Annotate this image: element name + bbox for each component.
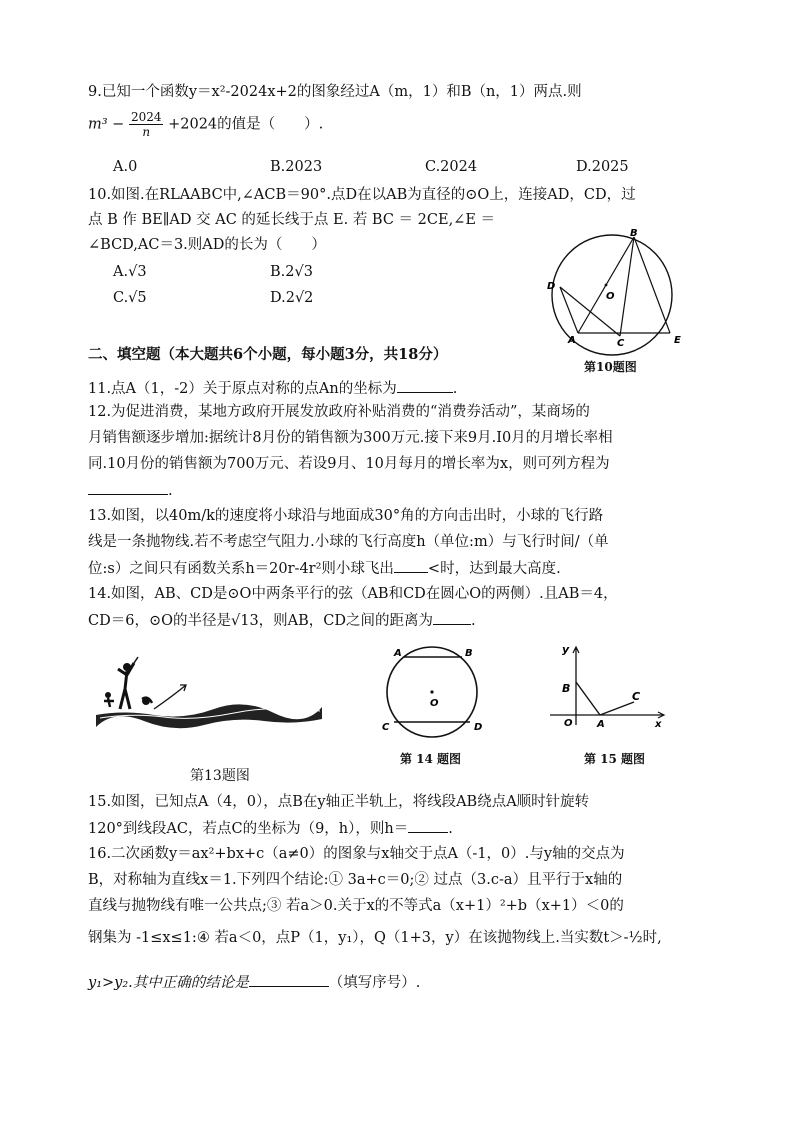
q11-stem: 11.点A（1，-2）关于原点对称的点An的坐标为 [88, 381, 397, 397]
q9-option-d[interactable]: D.2025 [576, 159, 629, 175]
q15-segment-ba [576, 682, 600, 715]
q16-line5 [88, 972, 420, 993]
q9-option-a[interactable]: A.0 [113, 159, 138, 175]
q12-line2: 月销售额逐步增加:据统计8月份的销售额为300万元.接下来9月.I0月的月增长率相 [88, 430, 613, 446]
q9-frac-den: n [142, 125, 151, 139]
q14-line2b: . [471, 613, 476, 629]
q14-figure-caption: 第 14 题图 [400, 752, 462, 766]
q15-answer-blank[interactable] [408, 818, 448, 833]
q14-line2 [88, 610, 476, 631]
q9-frac-num: 2024 [130, 110, 162, 124]
q15-figure [548, 640, 678, 730]
q9-option-c[interactable]: C.2024 [425, 159, 478, 175]
q16-line5a: y₁>y₂.其中正确的结论是 [88, 975, 249, 991]
q13-line3a: 位:s）之间只有函数关系h＝20r-4r²则小球飞出 [88, 561, 394, 577]
q15-line1: 15.如图，已知点A（4，0），点B在y轴正半轨上，将线段AB绕点A顺时针旋转 [88, 794, 590, 810]
q10-label-d: D [547, 281, 556, 292]
q13-ball-path [154, 685, 186, 709]
q15-figure-caption: 第 15 题图 [584, 752, 646, 766]
q10-segment-be [634, 237, 670, 333]
q13-figure-caption: 第13题图 [190, 768, 250, 784]
q11-text [88, 378, 457, 399]
q10-option-c[interactable]: C.√5 [113, 290, 147, 306]
q9-option-b[interactable]: B.2023 [270, 159, 323, 175]
q14-center-dot [430, 690, 433, 693]
q12-line3: 同.10月份的销售额为700万元、若设9月、10月每月的增长率为x，则可列方程为 [88, 456, 610, 472]
q11-answer-blank[interactable] [397, 378, 453, 393]
q12-tail: . [168, 483, 173, 499]
q10-line1: 10.如图.在RLAABC中,∠ACB＝90°.点D在以AB为直径的⊙O上，连接AD，CD，过 [88, 187, 636, 203]
q14-label-c: C [382, 722, 390, 733]
q10-line3: ∠BCD,AC＝3.则AD的长为（ ） [88, 237, 326, 253]
q9-expr-tail: +2024的值是（ ）. [168, 116, 324, 133]
q13-answer-blank[interactable] [394, 558, 428, 573]
q16-answer-blank[interactable] [249, 972, 329, 987]
q10-line2: 点 B 作 BE∥AD 交 AC 的延长线于点 E. 若 BC ＝ 2CE,∠E ＝ [88, 212, 496, 228]
q16-line1: 16.二次函数y＝ax²+bx+c（a≠0）的图象与x轴交于点A（-1，0）.与y轴的交点为 [88, 846, 625, 862]
q14-line2a: CD＝6，⊙O的半径是√13，则AB，CD之间的距离为 [88, 613, 434, 629]
q10-center-dot [605, 284, 608, 287]
q15-line2b: . [448, 821, 453, 837]
q10-segment-bc [620, 237, 634, 336]
q9-expr-lead: m³ − [88, 116, 125, 133]
q14-line1: 14.如图，AB、CD是⊙O中两条平行的弦（AB和CD在圆心O的两侧）.且AB＝4， [88, 586, 618, 602]
q12-answer-blank[interactable] [88, 480, 168, 495]
q15-label-a: A [597, 719, 605, 730]
q16-line4: 钢集为 -1≤x≤1:④ 若a＜0，点P（1，y₁），Q（1+3，y）在该抛物线上.当实数t＞-½时, [88, 930, 662, 946]
q13-figure [94, 655, 324, 730]
q14-label-a: A [394, 648, 402, 659]
q15-segment-ac [600, 702, 634, 715]
q12-answer [88, 480, 173, 501]
golfer-icon [118, 657, 138, 709]
q14-figure [372, 642, 492, 742]
section2-title: 二、填空题（本大题共6个小题，每小题3分，共18分） [88, 346, 448, 363]
q15-label-b: B [562, 682, 571, 695]
q11-tail: . [452, 381, 458, 397]
q13-line2: 线是一条抛物线.若不考虑空气阻力.小球的飞行高度h（单位:m）与飞行时间/（单 [88, 534, 609, 550]
q10-option-d[interactable]: D.2√2 [270, 290, 314, 306]
q14-label-b: B [465, 648, 473, 659]
q15-label-c: C [632, 690, 641, 703]
q14-label-o: O [430, 698, 439, 709]
q9-expression [88, 110, 323, 139]
q10-label-b: B [630, 228, 638, 239]
q15-label-x: x [655, 719, 662, 730]
q13-line1: 13.如图，以40m/k的速度将小球沿与地面成30°角的方向击出时，小球的飞行路 [88, 508, 604, 524]
q10-option-a[interactable]: A.√3 [113, 264, 147, 280]
q12-line1: 12.为促进消费，某地方政府开展发放政府补贴消费的“消费券活动”，某商场的 [88, 404, 590, 420]
q9-line1: 9.已知一个函数y＝x²-2024x+2的图象经过A（m，1）和B（n，1）两点.则 [88, 84, 582, 100]
q10-label-e: E [674, 335, 681, 346]
q10-label-c: C [617, 338, 625, 349]
q10-label-o: O [606, 291, 615, 302]
q10-option-b[interactable]: B.2√3 [270, 264, 313, 280]
q15-line2a: 120°到线段AC，若点C的坐标为（9，h），则h＝ [88, 821, 409, 837]
q15-label-y: y [562, 643, 570, 656]
q15-label-o: O [564, 718, 573, 729]
q13-line3b: <时，达到最大高度. [427, 561, 561, 577]
q10-figure-caption: 第10题图 [584, 360, 637, 374]
q15-line2 [88, 818, 453, 839]
q10-label-a: A [568, 335, 576, 346]
q13-line3 [88, 558, 561, 579]
q14-label-d: D [474, 722, 483, 733]
q16-line3: 直线与抛物线有唯一公共点;③ 若a＞0.关于x的不等式a（x+1）²+b（x+1）＜0的 [88, 898, 624, 914]
q16-line2: B，对称轴为直线x＝1.下列四个结论:① 3a+c＝0;② 过点（3.c-a）且平行于x轴的 [88, 872, 623, 888]
q10-figure [530, 225, 700, 355]
q14-answer-blank[interactable] [433, 610, 471, 625]
q16-line5b: （填写序号）. [328, 975, 421, 991]
q9-fraction [129, 110, 164, 139]
